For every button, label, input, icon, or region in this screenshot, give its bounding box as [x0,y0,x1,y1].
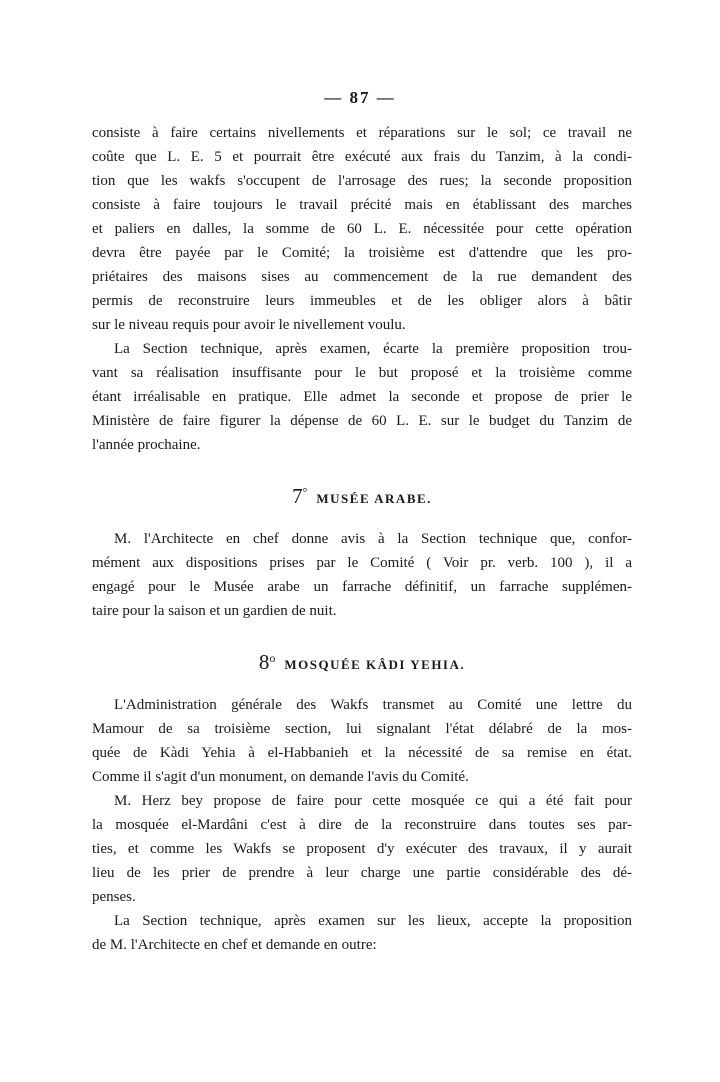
text-line: L'Administration générale des Wakfs transmet au Comité une lettre du [114,697,632,713]
text-line: sur le niveau requis pour avoir le nivellement voulu. [92,317,406,333]
text-line: priétaires des maisons sises au commencement de la rue demandent des [92,269,632,285]
text-line: taire pour la saison et un gardien de nuit. [92,603,337,619]
text-line: l'année prochaine. [92,437,201,453]
text-line: engagé pour le Musée arabe un farrache définitif, un farrache supplémen- [92,579,632,595]
heading-number: 7 [292,484,303,508]
text-line: tion que les wakfs s'occupent de l'arrosage des rues; la seconde proposition [92,173,632,189]
body-text [92,121,632,957]
section-heading-musee-arabe [92,479,632,512]
heading-title: MOSQUÉE KÂDI YEHIA. [284,657,466,672]
text-line: coûte que L. E. 5 et pourrait être exécuté aux frais du Tanzim, à la condi- [92,149,632,165]
text-line: M. l'Architecte en chef donne avis à la Section technique que, confor- [114,531,632,547]
text-line: de M. l'Architecte en chef et demande en outre: [92,937,377,953]
paragraph [92,693,632,789]
text-line: ties, et comme les Wakfs se proposent d'y exécuter des travaux, il y aurait [92,841,632,857]
text-line: consiste à faire toujours le travail précité mais en établissant des marches [92,197,632,213]
text-line: consiste à faire certains nivellements et réparations sur le sol; ce travail ne [92,125,632,141]
text-line: lieu de les prier de prendre à leur charge une partie considérable des dé- [92,865,632,881]
section-heading-mosquee-kadi-yehia [92,645,632,678]
text-line: et paliers en dalles, la somme de 60 L. E. nécessitée pour cette opération [92,221,632,237]
text-line: Mamour de sa troisième section, lui signalant l'état délabré de la mos- [92,721,632,737]
text-line: La Section technique, après examen sur les lieux, accepte la proposition [114,913,632,929]
text-line: permis de reconstruire leurs immeubles et de les obliger alors à bâtir [92,293,632,309]
text-line: Comme il s'agit d'un monument, on demande l'avis du Comité. [92,769,469,785]
heading-number: 8 [258,650,270,674]
heading-ordinal: o [269,651,276,665]
text-line: quée de Kàdi Yehia à el-Habbanieh et la nécessité de sa remise en état. [92,745,632,761]
text-line: penses. [92,889,136,905]
heading-ordinal: ° [302,485,308,499]
text-line: mément aux dispositions prises par le Comité ( Voir pr. verb. 100 ), il a [92,555,632,571]
page-number: — 87 — [324,88,396,107]
paragraph [92,527,632,623]
text-line: devra être payée par le Comité; la troisième est d'attendre que les pro- [92,245,632,261]
text-line: La Section technique, après examen, écarte la première proposition trou- [114,341,632,357]
heading-title: MUSÉE ARABE. [316,491,432,506]
text-line: la mosquée el-Mardâni c'est à dire de la reconstruire dans toutes ses par- [92,817,632,833]
paragraph [92,337,632,457]
text-line: vant sa réalisation insuffisante pour le but proposé et la troisième comme [92,365,632,381]
text-line: Ministère de faire figurer la dépense de 60 L. E. sur le budget du Tanzim de [92,413,632,429]
paragraph [92,909,632,957]
text-line: M. Herz bey propose de faire pour cette mosquée ce qui a été fait pour [114,793,632,809]
text-line: étant irréalisable en pratique. Elle admet la seconde et propose de prier le [92,389,632,405]
paragraph [92,121,632,337]
paragraph [92,789,632,909]
